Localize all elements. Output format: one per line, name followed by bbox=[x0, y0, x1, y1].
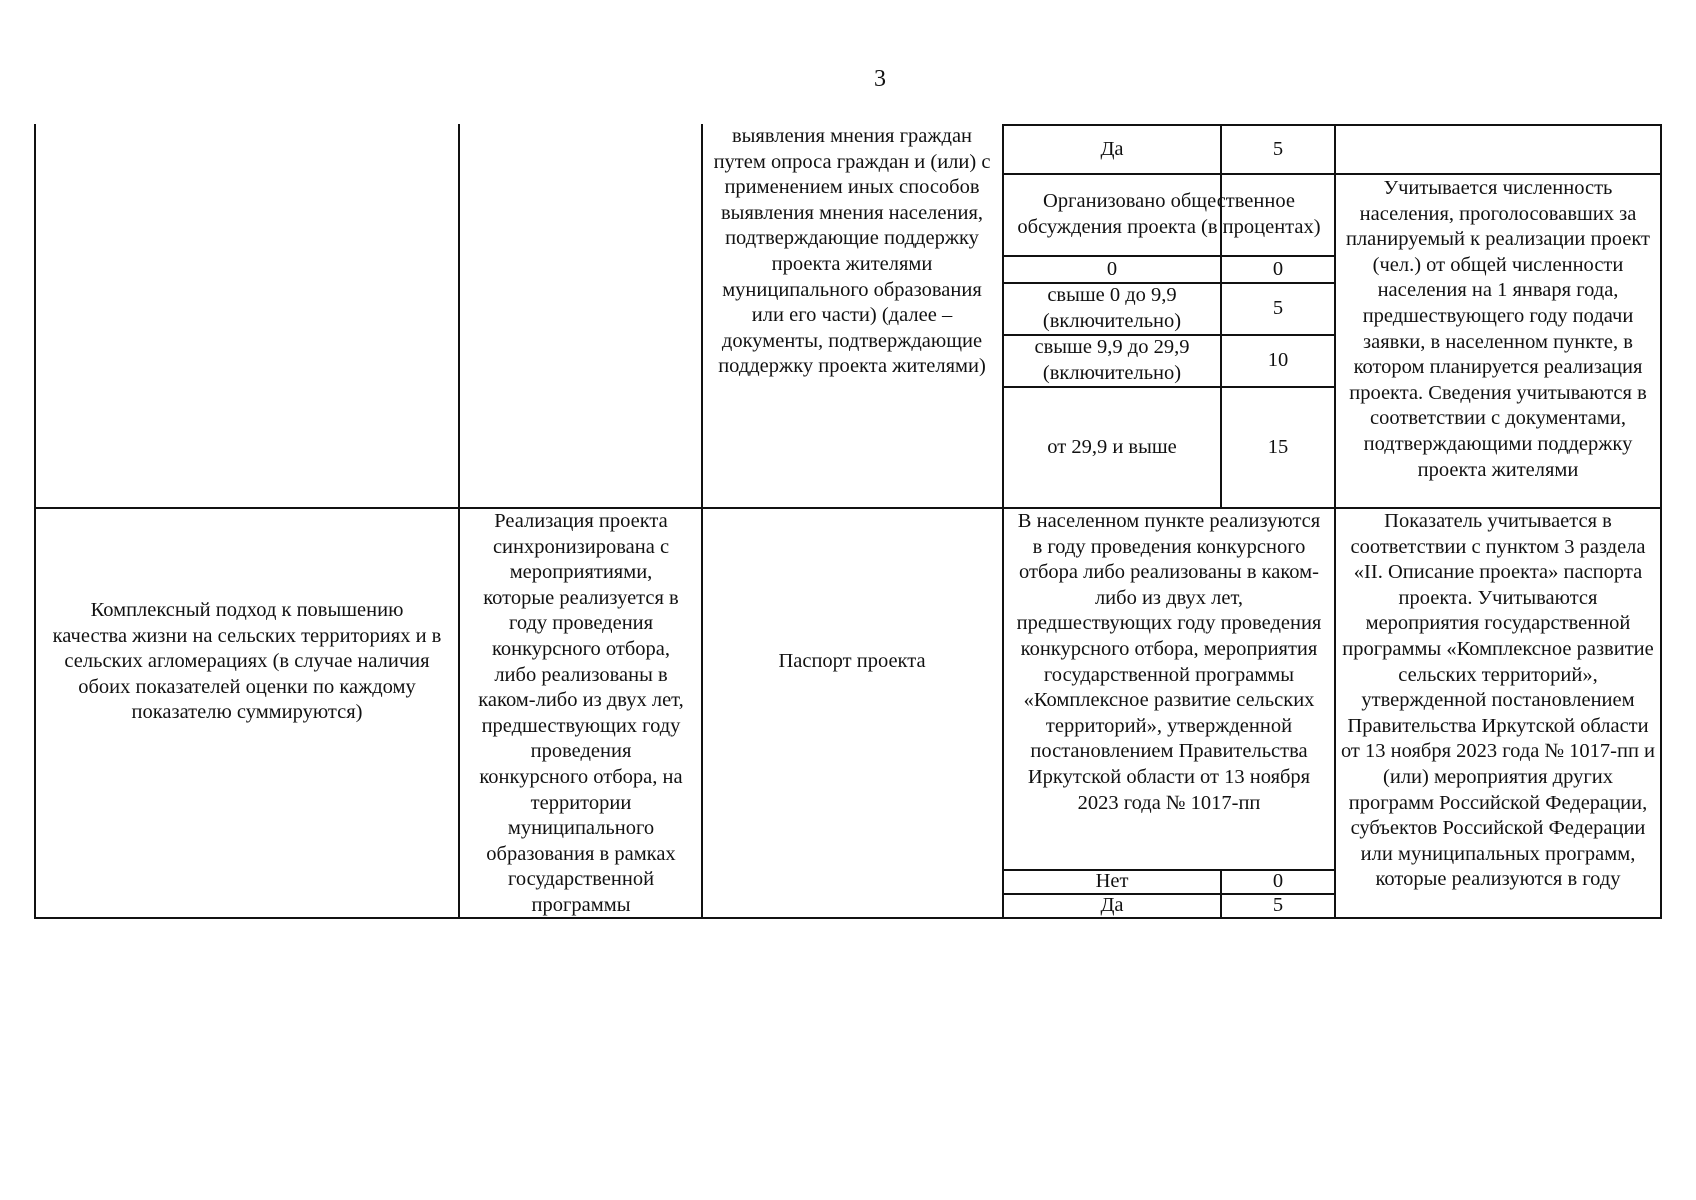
range-score-1 bbox=[1222, 284, 1334, 334]
option-label: Нет bbox=[1095, 871, 1129, 893]
range-label-3 bbox=[1004, 388, 1220, 507]
range-score-2 bbox=[1222, 336, 1334, 386]
row1-note-cell bbox=[1336, 176, 1660, 507]
row1-option-yes bbox=[1004, 126, 1220, 173]
range-score: 15 bbox=[1267, 435, 1289, 458]
row1-document-text: выявления мнения граждан путем опроса граждан и (или) с применением иных способов выявления мнения населения, подтверждающие поддержку проекта жителями муниципального образования или его части) (далее – документы, подтверждающие поддержку проекта жителями) bbox=[713, 125, 991, 378]
column-divider-1 bbox=[458, 124, 460, 918]
criterion-cell bbox=[38, 509, 456, 815]
row2-option-yes-score bbox=[1222, 895, 1334, 917]
column-divider-3 bbox=[1002, 124, 1004, 918]
table-border-right bbox=[1660, 124, 1662, 918]
range-label-1 bbox=[1004, 284, 1220, 334]
row2-option-no-score bbox=[1222, 871, 1334, 893]
document-cell bbox=[704, 509, 1000, 815]
row1-document-cell bbox=[706, 124, 998, 404]
criterion-text: Комплексный подход к повышению качества жизни на сельских территориях и в сельских агломерациях (в случае наличия обоих показателей оценки по каждому показателю суммируются) bbox=[52, 599, 442, 724]
table-border-left bbox=[34, 124, 36, 918]
option-label: Да bbox=[1100, 895, 1124, 917]
row1-note-text: Учитывается численность населения, проголосовавших за планируемый к реализации проект (чел.) от общей численности населения на 1 января года, предшествующего году подачи заявки, в населенном пункте, в котором планируется реализация проекта. Сведения учитываются в соответствии с документами, подтверждающими поддержку проекта жителями bbox=[1345, 177, 1650, 481]
option-score: 0 bbox=[1272, 871, 1284, 893]
range-label: свыше 9,9 до 29,9 (включительно) bbox=[1034, 336, 1190, 384]
row2-option-yes bbox=[1004, 895, 1220, 917]
column-divider-2 bbox=[701, 124, 703, 918]
condition-text: В населенном пункте реализуются в году проведения конкурсного отбора либо реализованы в каком-либо из двух лет, предшествующих году проведения конкурсного отбора, мероприятия государственной программы «Комплексное развитие сельских территорий», утвержденной постановлением Правительства Иркутской области от 13 ноября 2023 года № 1017-пп bbox=[1016, 510, 1322, 814]
range-label: от 29,9 и выше bbox=[1047, 435, 1177, 458]
condition-cell bbox=[1006, 509, 1332, 869]
range-score-3 bbox=[1222, 388, 1334, 507]
range-score: 10 bbox=[1267, 349, 1289, 372]
range-label: свыше 0 до 9,9 (включительно) bbox=[1042, 284, 1182, 332]
indicator-cell bbox=[462, 509, 700, 917]
range-label: 0 bbox=[1106, 257, 1118, 280]
range-score: 0 bbox=[1272, 257, 1284, 280]
option-label: Да bbox=[1100, 137, 1124, 160]
row2-option-no bbox=[1004, 871, 1220, 893]
row1-option-yes-score bbox=[1222, 126, 1334, 173]
row1-subheader-text: Организовано общественное обсуждения проекта (в процентах) bbox=[1017, 190, 1321, 238]
document-text: Паспорт проекта bbox=[778, 650, 926, 673]
option-score: 5 bbox=[1272, 895, 1284, 917]
range-label-2 bbox=[1004, 336, 1220, 386]
range-label-0 bbox=[1004, 257, 1220, 282]
row2-note-cell bbox=[1336, 509, 1660, 917]
page-number: 3 bbox=[874, 66, 886, 92]
criteria-table bbox=[34, 124, 1662, 916]
row2-note-text: Показатель учитывается в соответствии с пунктом 3 раздела «II. Описание проекта» паспорта проекта. Учитываются мероприятия государственной программы «Комплексное развитие сельских территорий», утвержденной постановлением Правительства Иркутской области от 13 ноября 2023 года № 1017-пп и (или) мероприятия других программ Российской Федерации, субъектов Российской Федерации или муниципальных программ, которые реализуются в году bbox=[1340, 510, 1656, 891]
option-score: 5 bbox=[1272, 137, 1284, 160]
table-border-bottom bbox=[34, 917, 1662, 919]
row1-subheader-cell bbox=[1006, 175, 1332, 255]
range-score-0 bbox=[1222, 257, 1334, 282]
range-score: 5 bbox=[1272, 297, 1284, 320]
indicator-text: Реализация проекта синхронизирована с мероприятиями, которые реализуется в году проведения конкурсного отбора, либо реализованы в каком-либо из двух лет, предшествующих году проведения конкурсного отбора, на территории муниципального образования в рамках государственной программы bbox=[478, 510, 684, 916]
